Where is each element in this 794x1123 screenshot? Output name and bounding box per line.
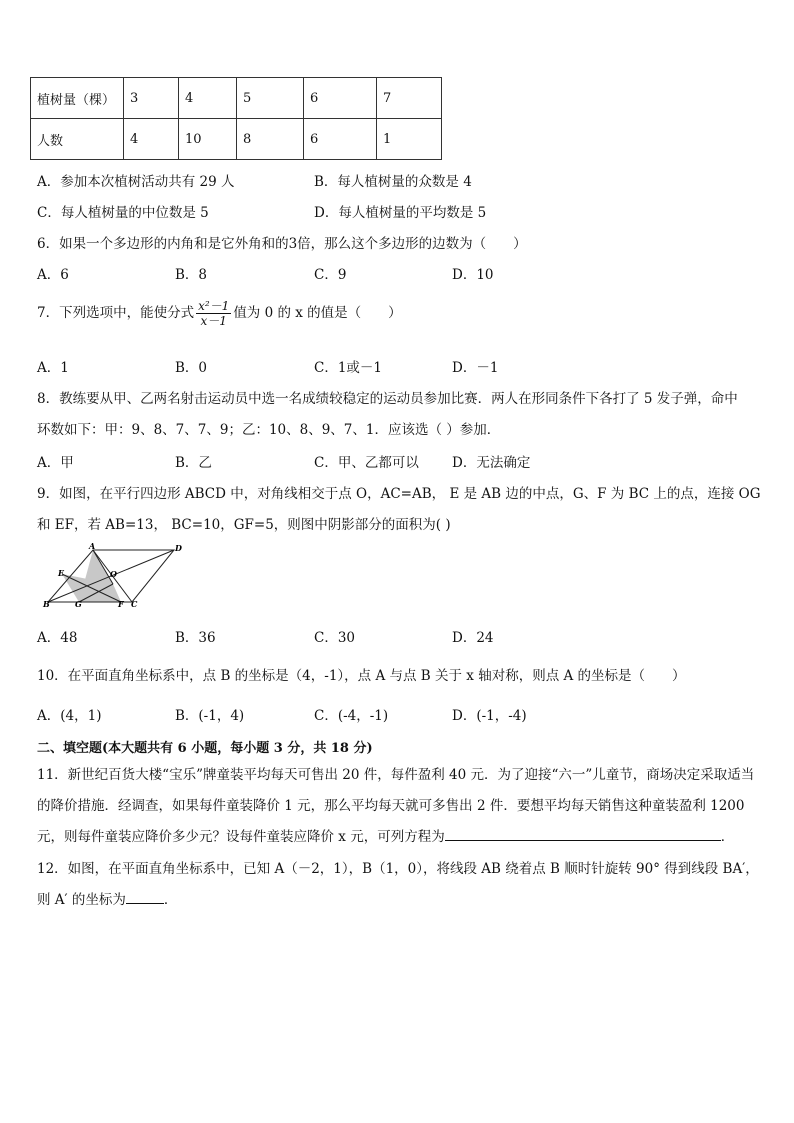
table-cell: 3 [124,78,179,119]
table-cell: 植树量（棵） [31,78,124,119]
table-row [31,119,442,160]
table-cell: 10 [179,119,237,160]
q8-option-c[interactable]: C．甲、乙都可以 [314,455,419,471]
q9-line2: 和 EF，若 AB=13， BC=10，GF=5，则图中阴影部分的面积为( ) [37,517,451,533]
q7-pre: 7．下列选项中，能使分式 [37,305,195,321]
q6-text: 6．如果一个多边形的内角和是它外角和的3倍，那么这个多边形的边数为（ ） [37,236,527,252]
q11-end: ． [720,829,735,845]
label-b: B [43,599,50,609]
q12-line1: 12．如图，在平面直角坐标系中，已知 A（－2，1），B（1，0），将线段 AB 绕着点 B 顺时针旋转 90° 得到线段 BA′， [37,861,759,877]
q9-option-d[interactable]: D．24 [452,630,494,646]
label-c: C [131,599,138,609]
q7-option-b[interactable]: B．0 [175,360,208,376]
q8-option-b[interactable]: B．乙 [175,455,212,471]
q8-line1: 8．教练要从甲、乙两名射击运动员中选一名成绩较稳定的运动员参加比赛．两人在形同条件下各打了 5 发子弹，命中 [37,391,738,407]
q6-option-a[interactable]: A．6 [37,267,69,283]
q7-post: 值为 0 的 x 的值是（ ） [233,305,402,321]
q9-option-a[interactable]: A．48 [37,630,78,646]
q10-option-a[interactable]: A．(4，1) [37,708,102,724]
q7-option-c[interactable]: C．1或－1 [314,360,383,376]
q12-line2-wrap [37,888,177,908]
q11-line1: 11．新世纪百货大楼“宝乐”牌童装平均每天可售出 20 件，每件盈利 40 元．为了迎接“六一”儿童节，商场决定采取适当 [37,767,755,783]
q10-option-c[interactable]: C．(-4，-1) [314,708,389,724]
q7-text [37,299,402,328]
answer-blank[interactable] [126,891,164,904]
fraction-denominator: x－1 [200,314,227,328]
table-cell: 人数 [31,119,124,160]
q6-option-d[interactable]: D．10 [452,267,494,283]
label-d: D [175,543,182,553]
q10-text: 10．在平面直角坐标系中，点 B 的坐标是（4，-1），点 A 与点 B 关于 x 轴对称，则点 A 的坐标是（ ） [37,668,686,684]
q11-line2: 的降价措施．经调查，如果每件童装降价 1 元，那么平均每天就可多售出 2 件．要想平均每天销售这种童装盈利 1200 [37,798,745,814]
q10-option-d[interactable]: D．(-1，-4) [452,708,527,724]
q8-option-d[interactable]: D．无法确定 [452,455,531,471]
label-e: E [58,568,65,578]
q11-line3-wrap [37,825,734,845]
table-cell: 8 [237,119,304,160]
q5-option-d[interactable]: D．每人植树量的平均数是 5 [314,205,487,221]
q10-option-b[interactable]: B．(-1，4) [175,708,245,724]
q6-option-b[interactable]: B．8 [175,267,208,283]
q7-option-a[interactable]: A．1 [37,360,69,376]
fraction-numerator: x²－1 [198,299,230,313]
q5-option-a[interactable]: A．参加本次植树活动共有 29 人 [37,174,235,190]
table-cell: 5 [237,78,304,119]
table-cell: 6 [304,78,377,119]
q5-option-b[interactable]: B．每人植树量的众数是 4 [314,174,472,190]
label-a: A [89,543,96,551]
table-cell: 4 [124,119,179,160]
q12-end: ． [163,892,178,908]
q8-option-a[interactable]: A．甲 [37,455,74,471]
table-cell: 4 [179,78,237,119]
label-f: F [118,599,124,609]
parallelogram-figure [38,543,188,609]
label-g: G [75,599,82,609]
fraction [196,299,231,328]
tree-planting-table [30,77,442,160]
table-cell: 1 [377,119,442,160]
answer-blank[interactable] [445,828,721,841]
table-row [31,78,442,119]
q9-line1: 9．如图，在平行四边形 ABCD 中，对角线相交于点 O，AC=AB， E 是 AB 边的中点，G、F 为 BC 上的点，连接 OG [37,486,761,502]
q11-line3: 元，则每件童装应降价多少元？设每件童装应降价 x 元，可列方程为 [37,829,445,845]
table-cell: 7 [377,78,442,119]
q12-line2: 则 A′ 的坐标为 [37,892,126,908]
q9-option-c[interactable]: C．30 [314,630,356,646]
table-cell: 6 [304,119,377,160]
q7-option-d[interactable]: D．－1 [452,360,499,376]
section-heading: 二、填空题(本大题共有 6 小题，每小题 3 分，共 18 分) [37,741,373,756]
q8-line2: 环数如下：甲：9、8、7、7、9；乙：10、8、9、7、1．应该选（ ）参加． [37,422,501,438]
q5-option-c[interactable]: C．每人植树量的中位数是 5 [37,205,209,221]
label-o: O [110,569,117,579]
q6-option-c[interactable]: C．9 [314,267,347,283]
q9-option-b[interactable]: B．36 [175,630,216,646]
